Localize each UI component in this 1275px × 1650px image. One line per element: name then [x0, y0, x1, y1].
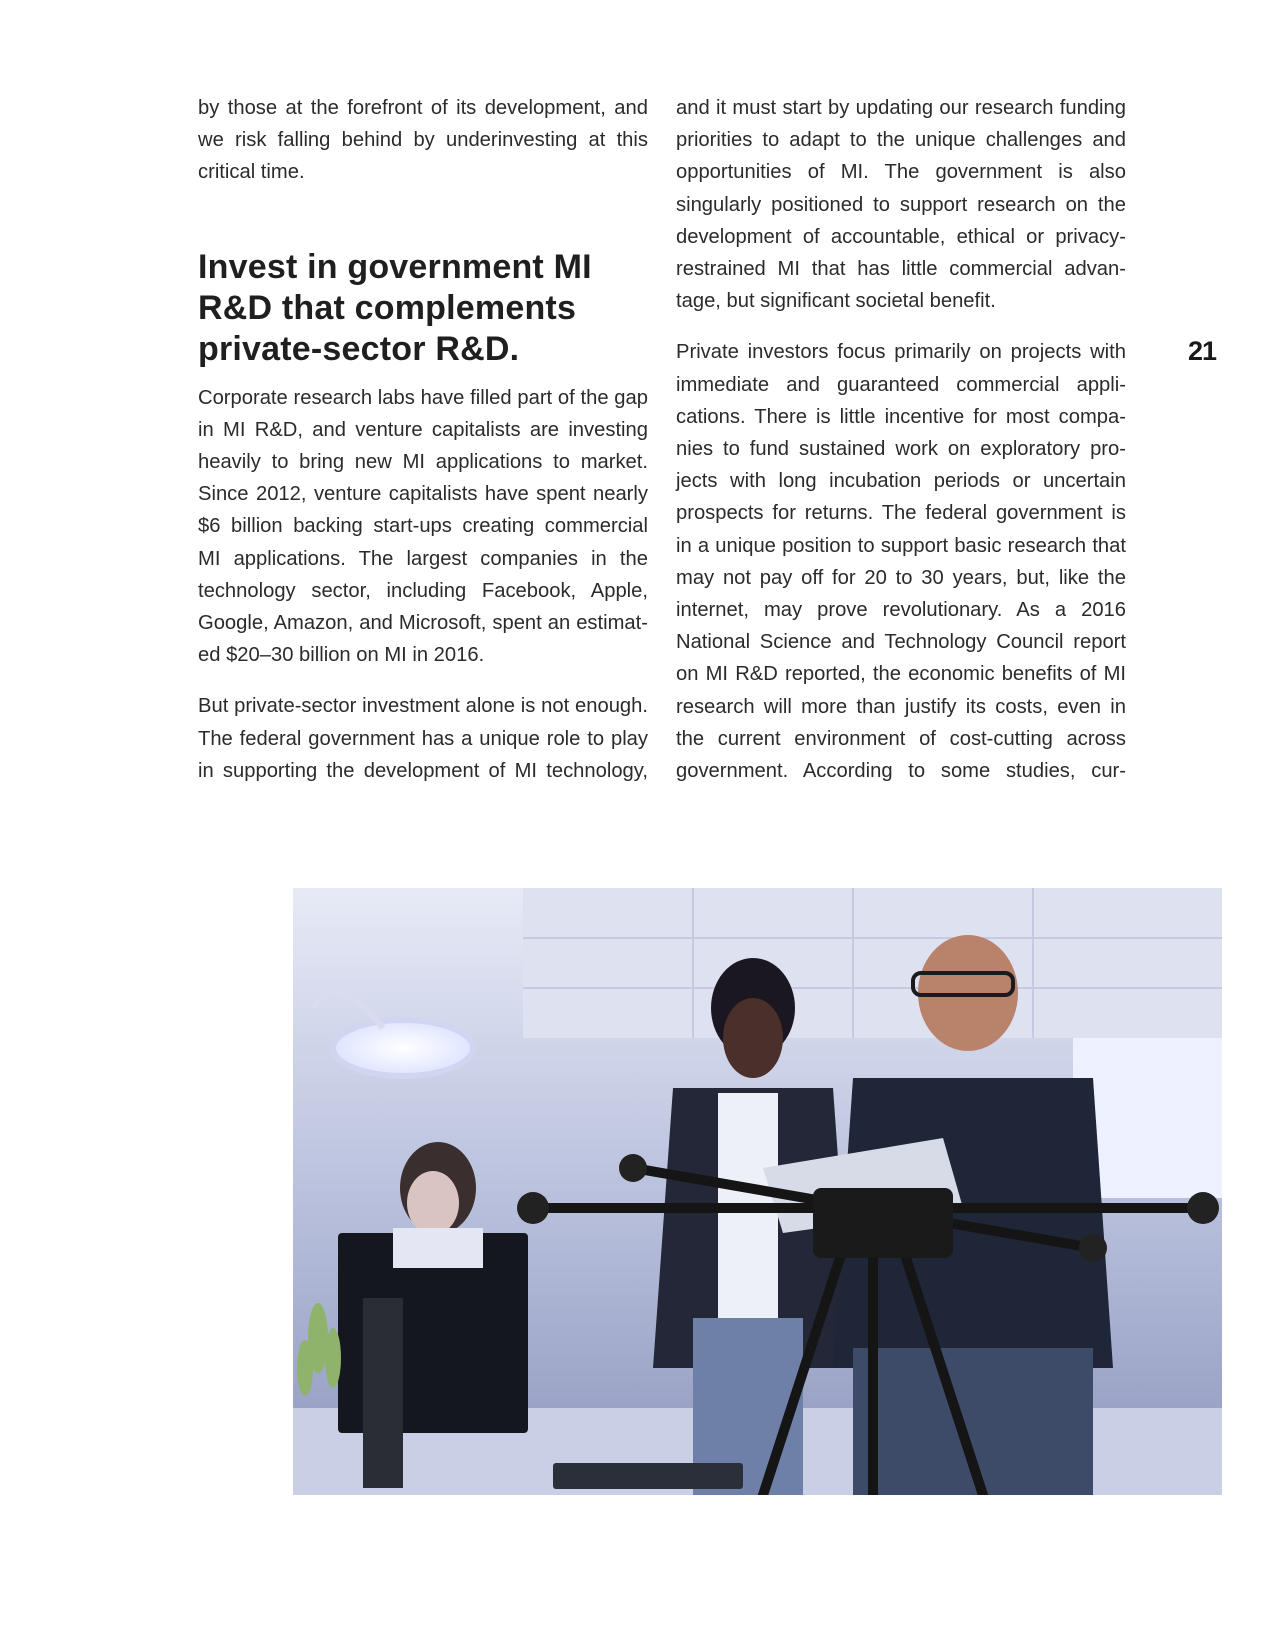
paragraph: and it must start by updating our research funding priorities to adapt to the unique challenges and opportunities of MI. The government is also singularly positioned to support research on the development of accountable, ethical or privacy-restrained MI that has little commercial advantage, but significant societal benefit. [676, 97, 1126, 313]
paragraph: Private investors focus primarily on projects with immediate and guaranteed commercial applications. There is little incentive for most companies to fund sustained work on exploratory projects with long incubation periods or uncertain prospects for returns. The federal government is in a unique position to support basic research that may not pay off for 20 to 30 years, but, like the internet, may prove revolutionary. As a 2016 National Science and Technology Council report on MI R&D reported, the economic benefits of MI research will more than justify its costs, even in the current environment of cost-cutting across government. According to some studies, cur- [676, 341, 1126, 783]
page-number: 21 [1188, 336, 1217, 366]
left-column [198, 92, 648, 787]
lab-photo [293, 888, 1222, 1495]
right-column [676, 92, 1126, 787]
paragraph: But private-sector investment alone is not enough. The federal government has a unique role to play in supporting the development of MI technology, [198, 695, 648, 782]
paragraph: Corporate research labs have filled part of the gap in MI R&D, and venture capitalists are investing heavily to bring new MI applications to market. Since 2012, venture capitalists have spent nearly $6 billion backing start-ups creating commercial MI applications. The largest companies in the technology sector, including Facebook, Apple, Google, Amazon, and Microsoft, spent an estimated $20–30 billion on MI in 2016. [198, 386, 648, 667]
lab-photo-illustration [293, 888, 1222, 1495]
section-heading: Invest in government MI R&D that complements private-sector R&D. [198, 247, 592, 368]
paragraph: by those at the forefront of its development, and we risk falling behind by underinvesting at this critical time. [198, 97, 648, 184]
